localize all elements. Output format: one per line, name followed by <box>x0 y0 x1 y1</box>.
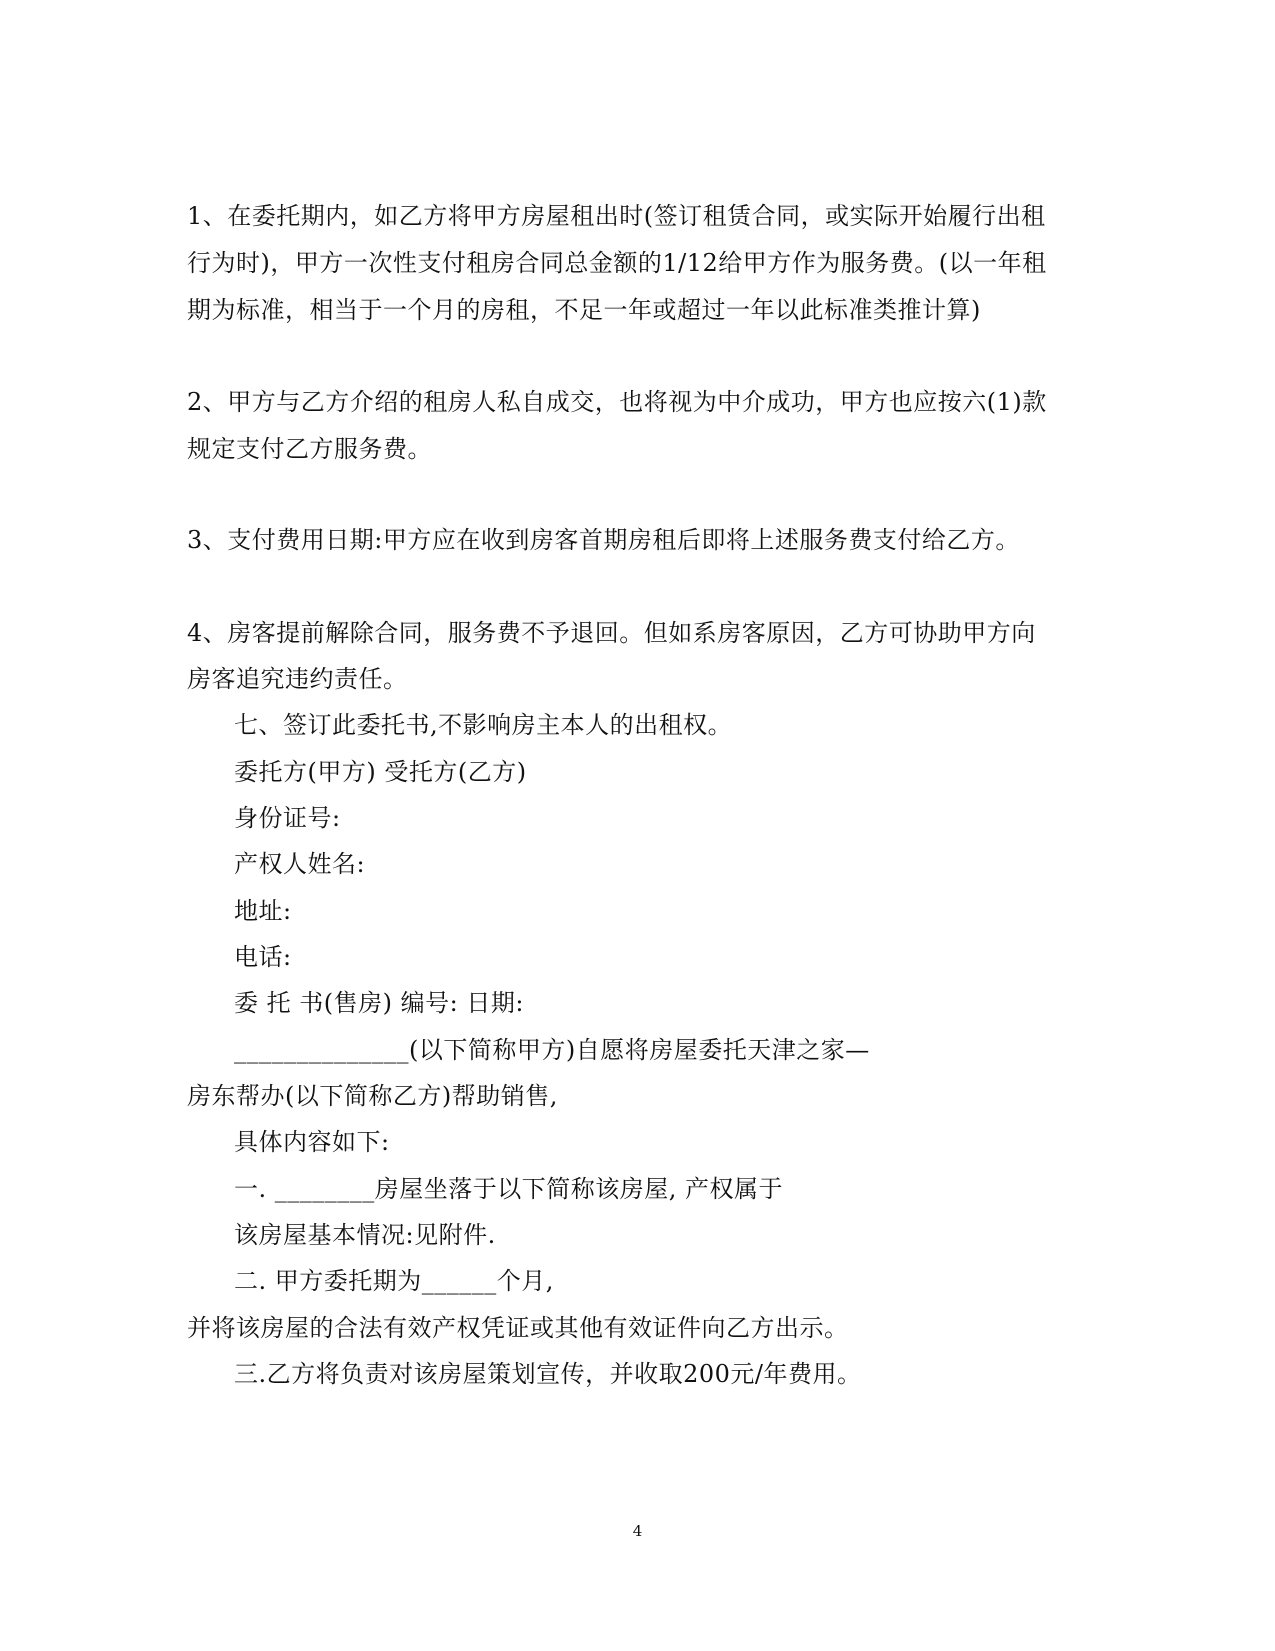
parties-heading: 委托方(甲方) 受托方(乙方) <box>234 758 527 786</box>
clause-1-line-2: 行为时)，甲方一次性支付租房合同总金额的1/12给甲方作为服务费。(以一年租 <box>187 249 1047 277</box>
sale-entrustment-heading: 委 托 书(售房) 编号: 日期: <box>234 989 524 1017</box>
phone-label: 电话: <box>234 943 292 971</box>
details-heading: 具体内容如下: <box>234 1128 390 1156</box>
clause-2-line-2: 规定支付乙方服务费。 <box>187 435 432 463</box>
item-2-period: 二. 甲方委托期为______个月, <box>234 1267 554 1295</box>
page-number: 4 <box>632 1522 643 1540</box>
item-2-certificate: 并将该房屋的合法有效产权凭证或其他有效证件向乙方出示。 <box>187 1314 849 1342</box>
item-1-location: 一. ________房屋坐落于以下简称该房屋, 产权属于 <box>234 1175 784 1203</box>
address-label: 地址: <box>234 897 292 925</box>
clause-3-line-1: 3、支付费用日期:甲方应在收到房客首期房租后即将上述服务费支付给乙方。 <box>187 526 1020 554</box>
item-3-promotion-fee: 三.乙方将负责对该房屋策划宣传，并收取200元/年费用。 <box>234 1360 862 1388</box>
id-number-label: 身份证号: <box>234 804 341 832</box>
clause-7-text: 七、签订此委托书,不影响房主本人的出租权。 <box>234 711 733 739</box>
clause-1-line-1: 1、在委托期内，如乙方将甲方房屋租出时(签订租赁合同，或实际开始履行出租 <box>187 202 1046 230</box>
clause-1-line-3: 期为标准，相当于一个月的房租，不足一年或超过一年以此标准类推计算) <box>187 296 981 324</box>
owner-name-label: 产权人姓名: <box>234 850 366 878</box>
item-1-basic-info: 该房屋基本情况:见附件. <box>234 1221 496 1249</box>
party-a-intro-line: ______________(以下简称甲方)自愿将房屋委托天津之家— <box>234 1036 870 1064</box>
clause-4-line-1: 4、房客提前解除合同，服务费不予退回。但如系房客原因，乙方可协助甲方向 <box>187 619 1036 647</box>
clause-4-line-2: 房客追究违约责任。 <box>187 665 408 693</box>
party-b-intro-line: 房东帮办(以下简称乙方)帮助销售, <box>187 1082 558 1110</box>
clause-2-line-1: 2、甲方与乙方介绍的租房人私自成交，也将视为中介成功，甲方也应按六(1)款 <box>187 388 1047 416</box>
